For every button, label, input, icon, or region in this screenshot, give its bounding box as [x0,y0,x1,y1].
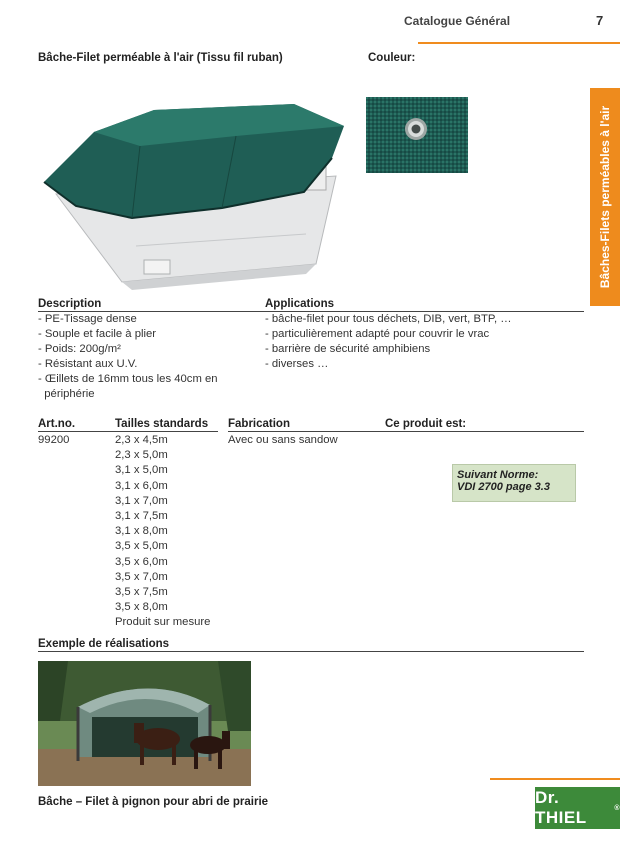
sizes-header: Tailles standards [115,418,209,430]
table-rule [38,431,218,432]
list-item: - Résistant aux U.V. [38,358,138,370]
example-photo-meadow-shelter [38,661,251,786]
applications-heading: Applications [265,298,335,310]
example-caption: Bâche – Filet à pignon pour abri de prairie [38,796,269,808]
list-item: - Œillets de 16mm tous les 40cm en [38,373,218,385]
header-rule [418,42,620,44]
fabrication-value: Avec ou sans sandow [228,434,338,446]
fabrication-header: Fabrication [228,418,290,430]
logo-text: Dr. THIEL [535,788,587,827]
norm-line-1: Suivant Norme: [457,469,539,481]
list-item: - particulièrement adapté pour couvrir le vrac [265,328,490,340]
list-item: 3,5 x 7,5m [115,586,168,598]
norm-line-2: VDI 2700 page 3.3 [457,481,550,493]
sizes-list [115,433,235,631]
product-photo-skip-with-tarp [36,96,348,292]
list-item: 3,5 x 6,0m [115,555,168,568]
norm-badge [452,464,576,502]
list-item: 3,5 x 7,0m [115,570,168,583]
table-rule [228,431,584,432]
side-category-tab [590,88,620,306]
dr-thiel-logo [535,787,620,829]
list-item: - bâche-filet pour tous déchets, DIB, vert, BTP, … [265,313,512,325]
product-is-header: Ce produit est: [385,418,467,430]
list-item: 2,3 x 5,0m [115,449,168,462]
list-item: - PE-Tissage dense [38,313,137,325]
list-item: Produit sur mesure [115,616,211,629]
registered-mark: ® [614,804,620,812]
list-item: 2,3 x 4,5m [115,434,168,446]
list-item: 3,1 x 7,5m [115,510,168,522]
list-item: - barrière de sécurité amphibiens [265,343,431,355]
footer-rule [490,778,620,780]
list-item: 3,1 x 7,0m [115,494,168,507]
list-item: 3,5 x 8,0m [115,601,168,614]
art-no-header: Art.no. [38,418,76,430]
list-item: 3,5 x 5,0m [115,540,168,553]
list-item: 3,1 x 6,0m [115,479,168,492]
list-item: - diverses … [265,358,329,370]
color-swatch-image [366,97,468,173]
list-item: 3,1 x 8,0m [115,525,168,538]
product-title: Bâche-Filet perméable à l'air (Tissu fil ruban) [38,52,283,64]
art-no-value: 99200 [38,434,70,446]
examples-heading: Exemple de réalisations [38,638,170,650]
header-title: Catalogue Général [404,14,511,28]
side-category-label: Bâches-Filets perméables à l'air [598,105,612,289]
page-number: 7 [596,13,604,28]
list-item: 3,1 x 5,0m [115,464,168,477]
list-item: périphérie [38,388,95,400]
color-label: Couleur: [368,52,416,64]
list-item: - Souple et facile à plier [38,328,157,340]
description-list [38,312,258,404]
applications-list [265,312,585,374]
list-item: - Poids: 200g/m² [38,343,121,355]
section-rule [38,651,584,652]
description-heading: Description [38,298,102,310]
